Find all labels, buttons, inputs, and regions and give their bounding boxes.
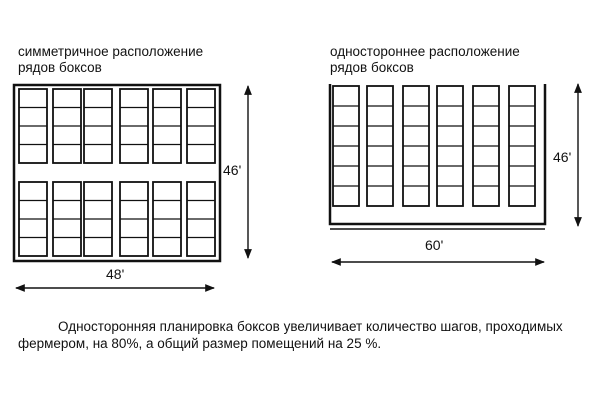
stall-column <box>153 182 181 256</box>
stall-column <box>19 182 47 256</box>
stall-column <box>509 86 535 206</box>
symmetric-barn-plan <box>14 85 220 261</box>
one-sided-barn-plan <box>330 84 545 229</box>
stall-column <box>53 89 81 163</box>
symmetric-width-dimension <box>16 266 214 288</box>
caption-line-2: фермером, на 80%, а общий размер помещений на 25 %. <box>18 336 382 351</box>
stall-column <box>53 182 81 256</box>
symmetric-height-label: 46' <box>223 162 242 178</box>
stall-column <box>187 89 215 163</box>
stall-column <box>367 86 393 206</box>
stall-column <box>120 89 148 163</box>
stall-column <box>19 89 47 163</box>
stall-column <box>187 182 215 256</box>
one-sided-layout-title-line-1: одностороннее расположение <box>330 44 520 59</box>
one-sided-layout-title-line-2: рядов боксов <box>330 60 414 75</box>
stall-column <box>120 182 148 256</box>
symmetric-stall-rows <box>19 89 215 256</box>
symmetric-barn-outline <box>14 85 220 261</box>
one-sided-stall-rows <box>333 86 535 206</box>
one-sided-width-dimension <box>332 237 544 262</box>
stall-column <box>84 182 112 256</box>
one-sided-height-dimension <box>553 84 578 226</box>
stall-column <box>84 89 112 163</box>
symmetric-layout-title-line-2: рядов боксов <box>18 60 102 75</box>
stall-column <box>437 86 463 206</box>
symmetric-height-dimension <box>223 86 248 258</box>
symmetric-layout-title-line-1: симметричное расположение <box>18 44 204 59</box>
one-sided-height-label: 46' <box>553 149 572 165</box>
one-sided-width-label: 60' <box>425 237 444 253</box>
stall-column <box>473 86 499 206</box>
stall-column <box>153 89 181 163</box>
stall-column <box>333 86 359 206</box>
stall-column <box>403 86 429 206</box>
caption-line-1: Односторонняя планировка боксов увеличивает количество шагов, проходимых <box>58 319 563 334</box>
symmetric-width-label: 48' <box>106 266 125 282</box>
figure-caption <box>18 318 593 352</box>
